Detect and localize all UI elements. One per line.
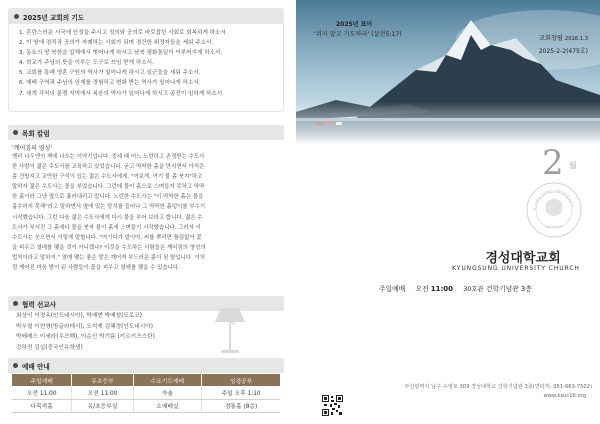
- prayer-title: 2025년 교회의 기도: [23, 13, 85, 22]
- prayer-section-header: [9, 9, 283, 24]
- worship-header-row: [12, 374, 280, 386]
- service-time-prefix: 오전: [415, 285, 429, 293]
- founded-label: 교회창립: [539, 35, 563, 42]
- service-building-number: 30호관: [463, 285, 484, 293]
- column-line: 말하자 젊은 수도사는 물을 부었습니다. 그런데 물이 흙으로 스며들지 못하고 딱딱: [12, 184, 205, 191]
- missionary-item: 박우열 이현영(방글라데시), 오석재 김혜경(인도네시아): [16, 323, 153, 330]
- worship-cell: 경통홀 (8층): [202, 399, 280, 412]
- column-line: 한 흙이라 그냥 옆으로 흘러내리고 맙니다. 노련한 수도사는 "이 딱딱한 흙은 물을: [12, 194, 204, 201]
- worship-cell: 오전 11:00: [12, 386, 72, 399]
- worship-header-cell: 성경공부: [202, 374, 280, 386]
- worship-header-cell: 주일예배: [12, 374, 72, 386]
- prayer-item: 2. 이 땅에 정직과 공의가 자례하는 사회가 되며 경건한 위정자들을 세워 주소서.: [19, 40, 214, 47]
- prayer-item: 6. 예배 구역과 주님의 임재를 경험하고 변화 받는 역사가 일어나게 하소서.: [19, 80, 201, 87]
- worship-header-cell: 유초등부: [72, 374, 133, 386]
- column-title: 목회 칼럼: [22, 129, 50, 138]
- service-building: 건학기념관 3층: [485, 285, 532, 293]
- table-row: [12, 399, 280, 412]
- column-line: 럼 깨어진 마음 밭이 된 사람들이 꽃을 피우고 열매를 맺을 수 있습니다.: [12, 265, 180, 272]
- church-prayer-section: [8, 8, 284, 112]
- prayer-item: 7. 세계 각처의 분쟁 지역에서 복음의 역사가 일어나게 하시고 종전이 임하게 하소서.: [19, 90, 224, 97]
- column-line: 좀 건방지고 교만한 구석이 있는 젊은 수도사에게, "여보게, 여기 물 좀 붓지"하고: [12, 174, 203, 181]
- column-line: 시작했습니다. 그런 다음 젊은 수도사에게 다시 물을 부어 보라고 합니다. 젊은 수: [12, 214, 203, 221]
- prayer-item: 3. 동토의 땅 북한을 압제에서 벗어나게 하시고 남북 평화통일이 이루어지게 하소서.: [19, 50, 223, 57]
- month-number: 2: [542, 143, 564, 183]
- bullet-icon: [13, 363, 18, 368]
- motto-text: '쉬지 말고 기도하라' (살전5:17): [314, 31, 402, 38]
- issue-date: 2025-2-2(475호): [538, 48, 588, 55]
- column-body: [12, 152, 282, 273]
- church-website: www.ksuc16.org: [543, 393, 586, 399]
- worship-cell: 유/초등부실: [72, 399, 133, 412]
- motto-label: 2025년 표어: [336, 21, 373, 28]
- column-line: 법칙이라고 말하지." 열매 맺는 좋은 발은 깨어져 부드러운 흙이 된 밭입니다. 이처: [12, 254, 206, 261]
- worship-cell: 자율: [133, 386, 201, 399]
- column-line: 헨리 나우엔의 책에 나오는 이야기입니다. 중세 때 어느 노련하고 존경받는 수도사: [12, 154, 205, 160]
- missionary-item: 강하전 김실(중국인유학생): [16, 344, 83, 351]
- worship-cell: 소예배실: [133, 399, 201, 412]
- column-subtitle: '깨어짐의 영성': [12, 145, 52, 152]
- column-line: 수도사는 웃으면서 이렇게 말합니다. "여기다가 말이야, 씨를 뿌리면 틀림없이 꽃: [12, 234, 202, 241]
- worship-cell: 주일 오후 1:10: [202, 386, 280, 399]
- cover-page: [296, 0, 600, 424]
- logo-ring-text: KYUNG SUNG UNIVERSITY: [532, 188, 575, 211]
- worship-cell: 다목적홀: [12, 399, 72, 412]
- missionary-list: [16, 311, 155, 353]
- table-row: [12, 386, 280, 399]
- lamp-icon: [205, 300, 255, 356]
- missionary-item: 박베레스 이세라(우즈벡), 이순신 박기름 (키르키즈스탄): [16, 334, 155, 340]
- column-line: 도사가 부서진 그 흙에다 물을 붓자 물이 흙에 스며들기 시작했습니다. 그러자 이: [12, 224, 201, 231]
- missionary-title: 협력 선교사: [22, 300, 57, 309]
- church-seal-logo: [524, 180, 584, 240]
- service-time: 11:00: [430, 285, 454, 293]
- worship-header-cell: 수요기도예배: [133, 374, 201, 386]
- founded-info: [539, 33, 588, 42]
- sunday-service-info: [379, 283, 532, 293]
- worship-table: [12, 374, 280, 413]
- worship-section-header: [8, 358, 284, 373]
- prayer-item: 1. 혼란스러운 시국에 안정을 주시고 정의와 공의로 바로잡힌 사회로 회복되게 하소서.: [19, 30, 228, 36]
- logo-since: SINCE1955: [544, 225, 564, 229]
- prayer-list: [9, 24, 283, 99]
- column-section-header: [8, 125, 284, 140]
- qr-code-icon: [322, 395, 343, 416]
- bullet-icon: [13, 130, 18, 135]
- inner-left-page: [0, 0, 290, 424]
- bullet-icon: [13, 301, 18, 306]
- church-name-english: KYUNGSUNG UNIVERSITY CHURCH: [452, 265, 580, 272]
- worship-cell: 오전 11:00: [72, 386, 133, 399]
- month-suffix: 월: [569, 161, 577, 170]
- column-line: 흡수하지 못해"라고 말하면서 옆에 있는 망치를 들어나 그 딱딱한 흙덩이를 부수기: [12, 204, 206, 211]
- founded-year: 2016.1.3: [564, 36, 588, 42]
- worship-title: 예배 안내: [22, 362, 50, 371]
- service-label: 주일예배: [379, 285, 406, 293]
- bullet-icon: [14, 14, 19, 19]
- missionary-item: 최상익 이정옥(인도네시아), 박예변 박예설(모로코): [16, 313, 142, 319]
- church-name: 경성대학교회: [485, 251, 561, 266]
- column-line: 을 피우고 열매를 맺을 것이 아니겠나? 이것을 수도하는 사람들은 깨어짐의 영성의: [12, 244, 206, 251]
- column-line: 한 사람이 젊은 수도사를 교육하고 있었습니다. 굳고 딱딱한 흙을 만지면서 아직은: [12, 164, 205, 171]
- prayer-item: 5. 교회를 통해 영혼 구원의 역사가 일어나게 하시고 일군들을 세워 주소서.: [19, 70, 201, 77]
- church-address: 부산광역시 남구 수영로 309 경성대학교 건학기념관 3층(연락처: 051-663-7502): [404, 384, 592, 390]
- prayer-item: 4. 학교가 주님의 뜻을 이루는 도구로 쓰임 받게 하소서.: [19, 60, 154, 67]
